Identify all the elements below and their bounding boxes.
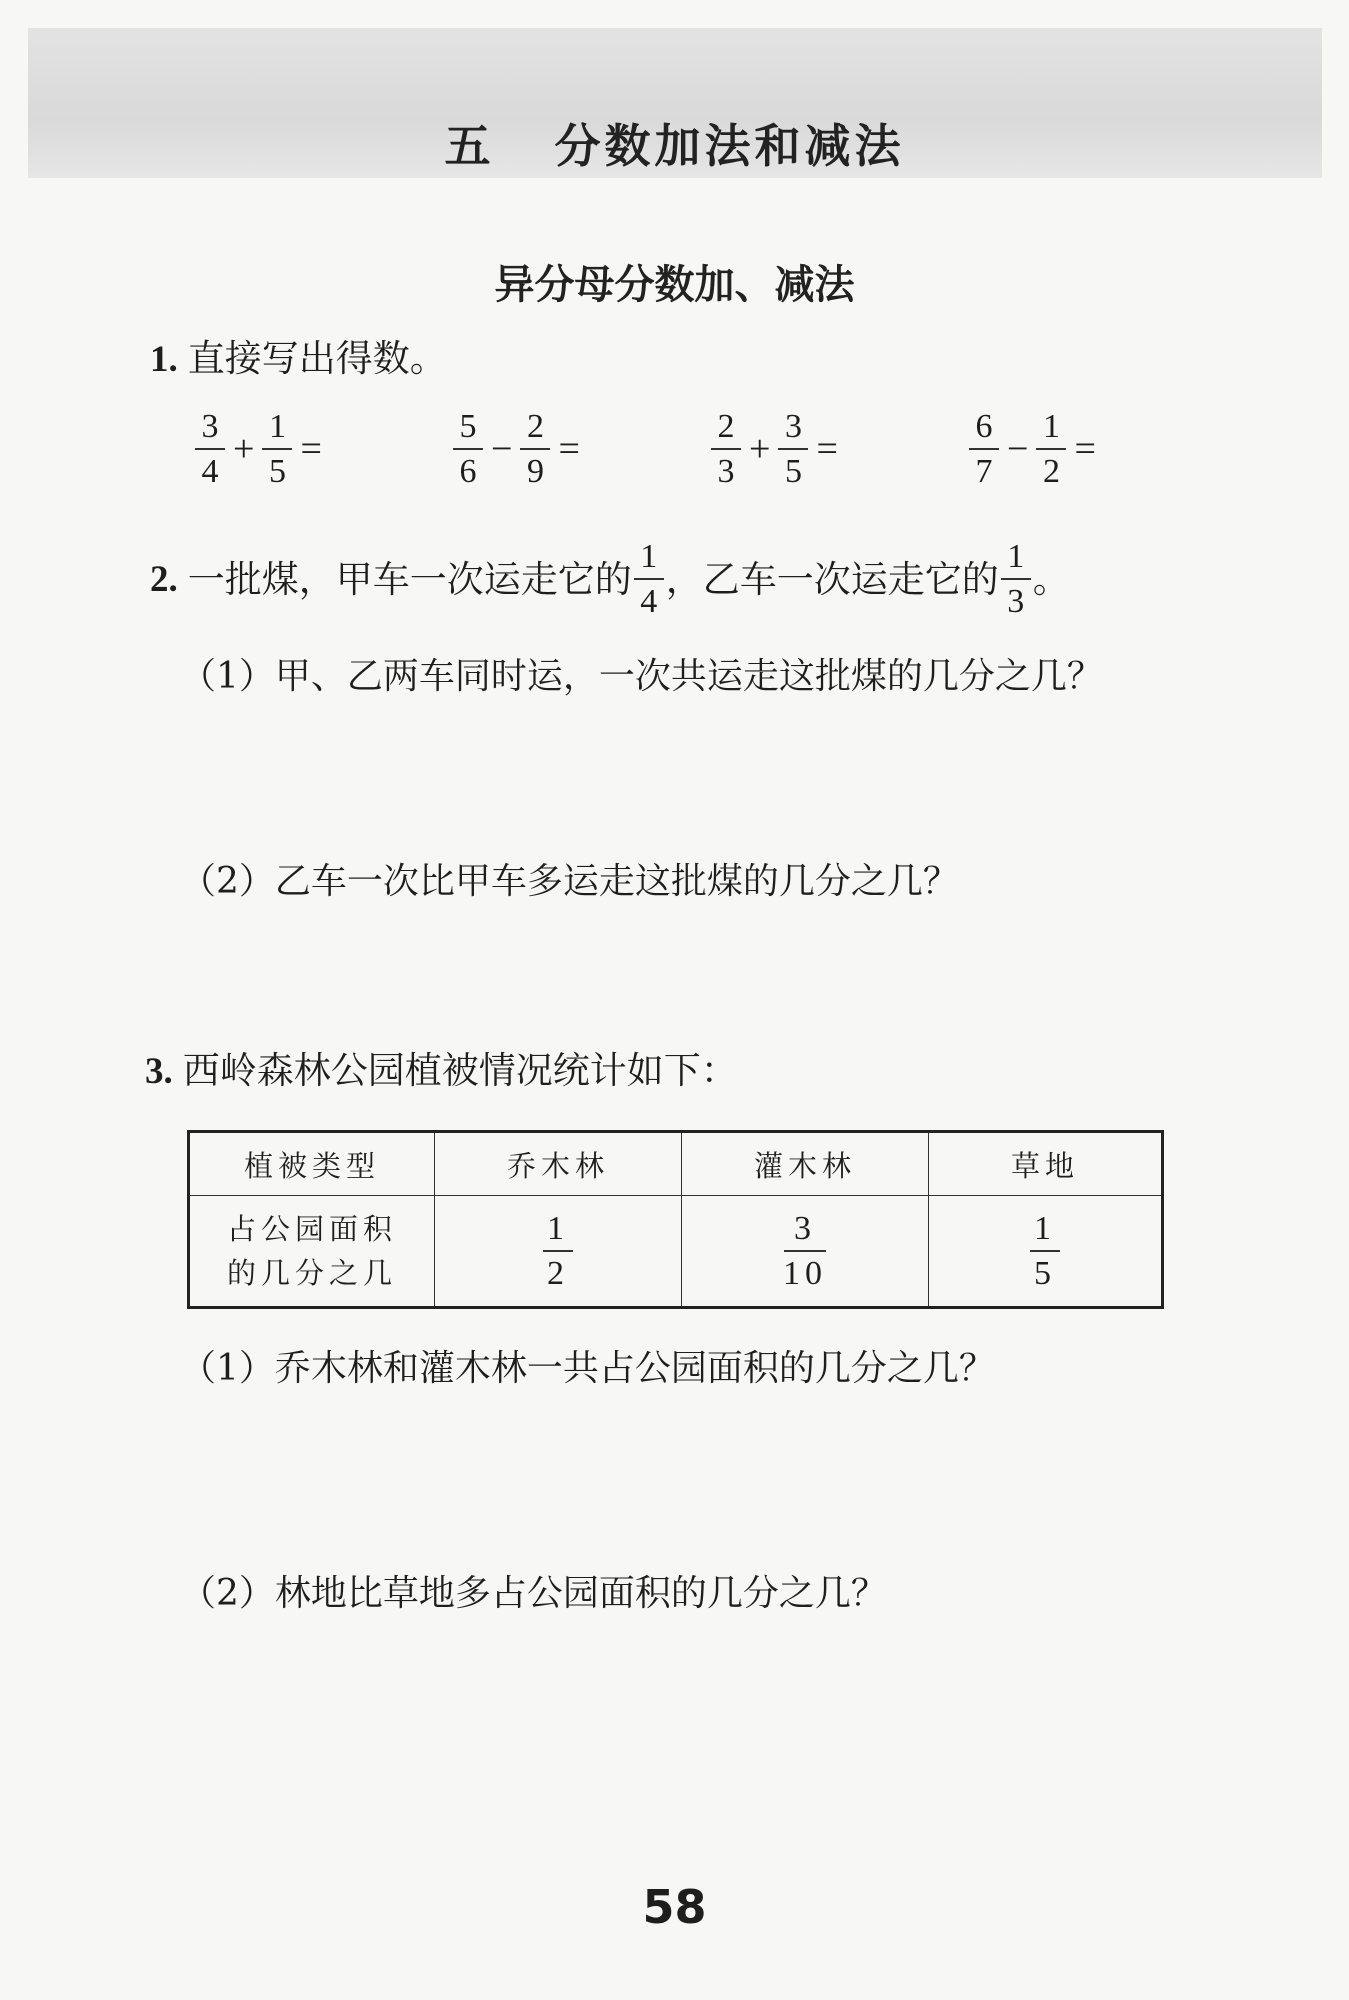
question-2-part-1: （1）甲、乙两车同时运，一次共运走这批煤的几分之几？ — [180, 656, 1103, 697]
fraction: $\frac{1}{3}$ — [1001, 538, 1031, 621]
question-number: 3. — [145, 1051, 173, 1092]
table-row-label: 占公园面积 的几分之几 — [189, 1196, 435, 1308]
chapter-title-text: 分数加法和减法 — [554, 119, 905, 173]
expression-1 — [193, 408, 328, 491]
fraction: $\frac{1}{5}$ — [1030, 1210, 1060, 1293]
fraction: $\frac{2}{9}$ — [520, 408, 550, 491]
fraction: $\frac{3}{5}$ — [778, 408, 808, 491]
question-2-part-2: （2）乙车一次比甲车多运走这批煤的几分之几？ — [180, 861, 959, 902]
table-header-cell: 植被类型 — [189, 1132, 435, 1196]
table-header-cell: 灌木林 — [682, 1132, 929, 1196]
fraction: $\frac{6}{7}$ — [969, 408, 999, 491]
fraction: $\frac{5}{6}$ — [453, 408, 483, 491]
fraction: $\frac{3}{10}$ — [783, 1209, 827, 1292]
fraction: $\frac{1}{2}$ — [543, 1210, 573, 1293]
question-1 — [150, 337, 447, 380]
question-prompt: 西岭森林公园植被情况统计如下： — [182, 1049, 738, 1092]
question-3-part-1: （1）乔木林和灌木林一共占公园面积的几分之几？ — [180, 1348, 995, 1389]
fraction: $\frac{3}{4}$ — [195, 408, 225, 491]
question-3-part-2: （2）林地比草地多占公园面积的几分之几？ — [180, 1573, 887, 1614]
table-row — [189, 1196, 1163, 1308]
fraction: $\frac{1}{5}$ — [262, 408, 292, 491]
table-header-cell: 乔木林 — [435, 1132, 682, 1196]
table-header-row — [189, 1132, 1163, 1196]
chapter-title — [0, 110, 1349, 176]
equals-sign: = — [558, 428, 580, 471]
question-prompt: 直接写出得数。 — [187, 337, 447, 380]
expression-4 — [967, 408, 1102, 491]
fraction: $\frac{1}{4}$ — [634, 538, 664, 621]
expression-2 — [451, 408, 586, 491]
table-cell — [929, 1196, 1163, 1308]
operator: − — [1007, 428, 1029, 471]
question-number: 1. — [150, 339, 178, 380]
table-cell — [435, 1196, 682, 1308]
question-text: ，乙车一次运走它的 — [665, 557, 999, 601]
equals-sign: = — [300, 428, 322, 471]
table-header-cell: 草地 — [929, 1132, 1163, 1196]
operator: + — [233, 428, 255, 471]
expression-3 — [709, 408, 844, 491]
question-2 — [150, 538, 1070, 621]
table-cell — [682, 1196, 929, 1308]
fraction: $\frac{1}{2}$ — [1036, 408, 1066, 491]
page-number: 58 — [642, 1880, 707, 1934]
section-title: 异分母分数加、减法 — [494, 262, 855, 308]
question-number: 2. — [150, 558, 178, 600]
chapter-number: 五 — [444, 119, 495, 173]
vegetation-table — [187, 1130, 1164, 1309]
fraction: $\frac{2}{3}$ — [711, 408, 741, 491]
operator: − — [491, 428, 513, 471]
question-text: 一批煤，甲车一次运走它的 — [187, 557, 632, 601]
question-text: 。 — [1032, 557, 1070, 601]
equals-sign: = — [816, 428, 838, 471]
question-3 — [145, 1049, 738, 1092]
operator: + — [749, 428, 771, 471]
equals-sign: = — [1074, 428, 1096, 471]
